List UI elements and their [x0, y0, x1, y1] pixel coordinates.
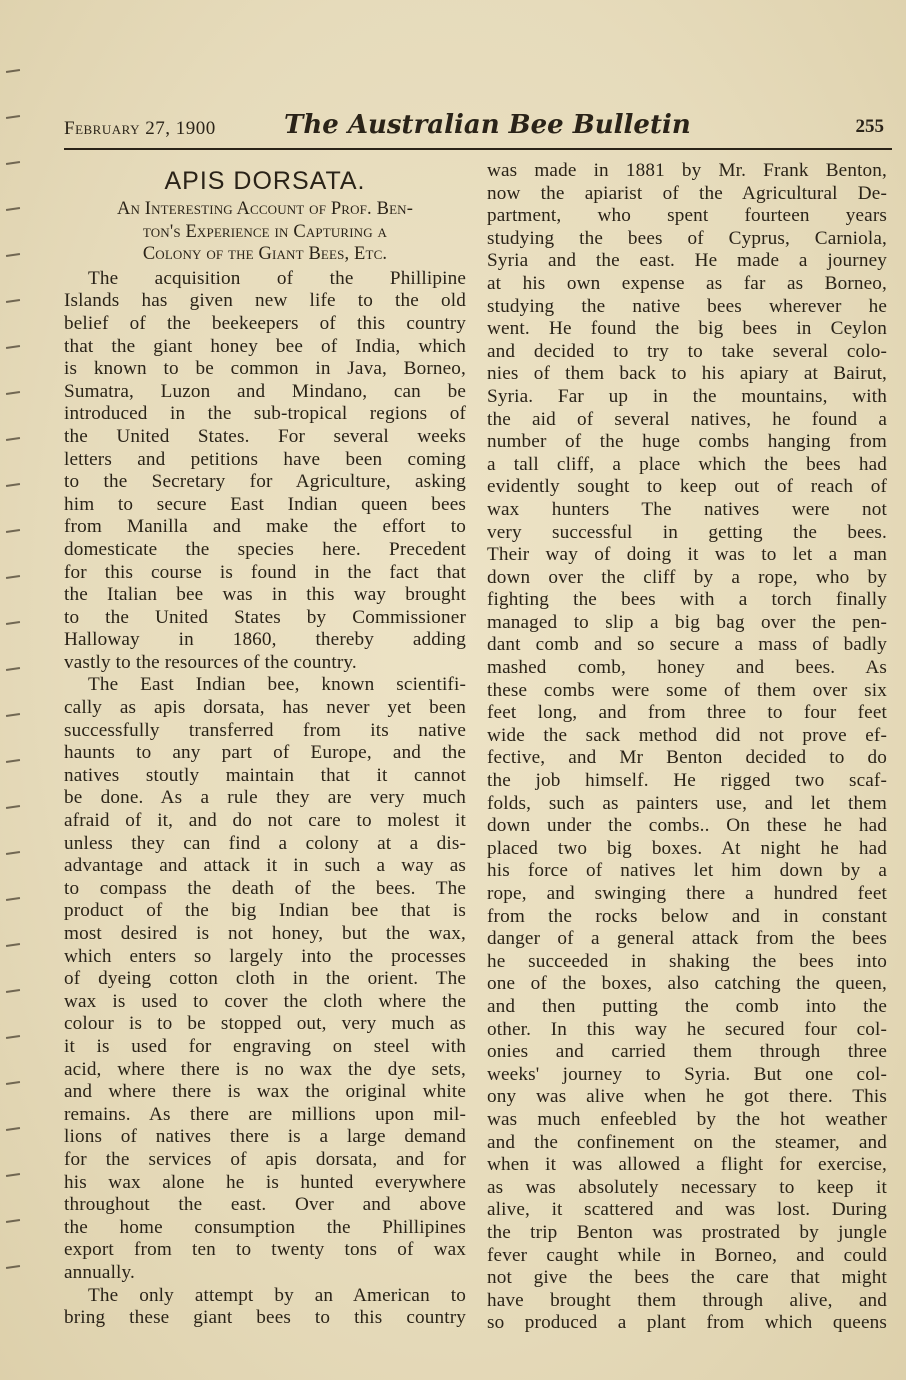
binding-mark [6, 69, 20, 73]
text-line: successfully transferred from its native [64, 719, 466, 741]
text-line: afraid of it, and do not care to molest it [64, 810, 466, 832]
text-line: The only attempt by an American to [88, 1284, 466, 1306]
text-line: wax hunters The natives were not [487, 498, 887, 520]
text-line: and where there is wax the original white [64, 1081, 466, 1103]
text-line: vastly to the resources of the country. [64, 651, 357, 673]
subtitle-line: Colony of the Giant Bees, Etc. [142, 244, 388, 265]
text-line: letters and petitions have been coming [64, 448, 466, 470]
binding-mark [6, 345, 20, 349]
text-line: bring these giant bees to this country [64, 1307, 466, 1329]
text-line: Islands has given new life to the old [64, 290, 466, 312]
text-line: partment, who spent fourteen years [487, 205, 887, 227]
text-line: studying the native bees wherever he [487, 295, 887, 317]
text-line: alive, it scattered and was lost. During [487, 1199, 887, 1221]
text-line: his wax alone he is hunted everywhere [64, 1171, 466, 1193]
right-column [487, 160, 887, 1335]
text-line: natives stoutly maintain that it cannot [64, 764, 466, 786]
text-line: have brought them through alive, and [487, 1289, 887, 1311]
text-line: danger of a general attack from the bees [487, 928, 887, 950]
left-column-body [64, 268, 466, 1330]
text-line: fective, and Mr Benton decided to do [487, 747, 887, 769]
binding-mark [6, 529, 20, 533]
text-line: was made in 1881 by Mr. Frank Benton, [487, 160, 887, 181]
text-line: for this course is found in the fact that [64, 561, 466, 583]
text-line: one of the boxes, also catching the queen, [487, 973, 887, 995]
text-line: colour is to be stopped out, very much as [64, 1013, 466, 1035]
journal-title: The Australian Bee Bulletin [284, 110, 691, 140]
text-line: The acquisition of the Phillipine [88, 267, 466, 289]
text-line: his force of natives let him down by a [487, 860, 887, 882]
text-line: it is used for engraving on steel with [64, 1035, 466, 1057]
text-line: acid, where there is no wax the dye sets, [64, 1058, 466, 1080]
binding-mark [6, 851, 20, 855]
text-line: a tall cliff, a place which the bees had [487, 453, 887, 475]
page-number: 255 [855, 116, 884, 137]
text-line: throughout the east. Over and above [64, 1194, 466, 1216]
text-line: down over the cliff by a rope, who by [487, 566, 887, 588]
right-column-body [487, 160, 887, 1335]
text-line: Sumatra, Luzon and Mindano, can be [64, 380, 466, 402]
text-line: Halloway in 1860, thereby adding [64, 629, 466, 651]
text-line: ony was alive when he got there. This [487, 1086, 887, 1108]
binding-mark [6, 483, 20, 487]
binding-mark [6, 253, 20, 257]
text-line: not give the bees the care that might [487, 1267, 887, 1289]
binding-mark [6, 161, 20, 165]
text-line: the Italian bee was in this way brought [64, 584, 466, 606]
text-line: that the giant honey bee of India, which [64, 335, 466, 357]
text-line: at his own expense as far as Borneo, [487, 272, 887, 294]
text-line: when it was allowed a flight for exercise, [487, 1154, 887, 1176]
text-line: The East Indian bee, known scientifi- [88, 674, 466, 696]
text-line: haunts to any part of Europe, and the [64, 742, 466, 764]
text-line: fever caught while in Borneo, and could [487, 1244, 887, 1266]
text-line: be done. As a rule they are very much [64, 787, 466, 809]
text-line: other. In this way he secured four col- [487, 1018, 887, 1040]
text-line: from Manilla and make the effort to [64, 516, 466, 538]
text-line: rope, and swinging there a hundred feet [487, 883, 887, 904]
left-column [64, 160, 466, 1330]
text-line: feet long, and from three to four feet [487, 702, 887, 724]
text-line: went. He found the big bees in Ceylon [487, 318, 887, 340]
text-line: remains. As there are millions upon mil- [64, 1103, 466, 1125]
binding-mark [6, 391, 20, 395]
text-line: wide the sack method did not prove ef- [487, 724, 887, 746]
binding-mark [6, 1127, 20, 1131]
text-line: annually. [64, 1261, 135, 1283]
subtitle-line: An Interesting Account of Prof. Ben- [116, 199, 414, 219]
binding-mark [6, 713, 20, 717]
article-title: APIS DORSATA. [164, 167, 366, 195]
binding-mark [6, 759, 20, 763]
binding-mark [6, 1265, 20, 1269]
binding-mark [6, 1035, 20, 1039]
text-line: onies and carried them through three [487, 1041, 887, 1063]
text-line: introduced in the sub-tropical regions of [64, 403, 466, 425]
text-line: to compass the death of the bees. The [64, 877, 466, 899]
text-line: was much enfeebled by the hot weather [487, 1108, 887, 1130]
text-line: to the Secretary for Agriculture, asking [64, 471, 466, 493]
text-line: the United States. For several weeks [64, 425, 466, 447]
text-line: nies of them back to his apiary at Bairut, [487, 363, 887, 385]
text-line: unless they can find a colony at a dis- [64, 832, 466, 854]
binding-mark [6, 667, 20, 671]
text-line: the job himself. He rigged two scaf- [487, 770, 887, 792]
binding-mark [6, 207, 20, 211]
binding-mark [6, 1173, 20, 1177]
text-line: to the United States by Commissioner [64, 606, 466, 628]
text-line: Syria and the east. He made a journey [487, 250, 887, 272]
text-line: now the apiarist of the Agricultural De- [487, 182, 887, 204]
binding-mark [6, 575, 20, 579]
text-line: lions of natives there is a large demand [64, 1126, 466, 1148]
text-line: and decided to try to take several colo- [487, 340, 887, 362]
binding-mark [6, 805, 20, 809]
text-line: very successful in getting the bees. [487, 521, 887, 543]
text-line: for the services of apis dorsata, and for [64, 1148, 466, 1170]
text-line: from the rocks below and in constant [487, 905, 887, 927]
binding-mark [6, 115, 20, 119]
subtitle-line: ton's Experience in Capturing a [142, 221, 388, 242]
text-line: wax is used to cover the cloth where the [64, 990, 466, 1012]
text-line: which enters so largely into the processes [64, 945, 466, 967]
text-line: product of the big Indian bee that is [64, 900, 466, 922]
text-line: Their way of doing it was to let a man [487, 544, 887, 566]
binding-mark [6, 299, 20, 303]
text-line: Syria. Far up in the mountains, with [487, 385, 887, 407]
text-line: down under the combs.. On these he had [487, 815, 887, 837]
text-line: dant comb and so secure a mass of badly [487, 634, 887, 656]
text-line: the aid of several natives, he found a [487, 408, 887, 430]
text-line: managed to slip a big bag over the pen- [487, 611, 887, 633]
text-line: evidently sought to keep out of reach of [487, 476, 887, 498]
text-line: as was absolutely necessary to keep it [487, 1176, 887, 1198]
text-line: the trip Benton was prostrated by jungle [487, 1221, 887, 1243]
text-line: mashed comb, honey and bees. As [487, 657, 887, 679]
text-line: export from ten to twenty tons of wax [64, 1239, 466, 1261]
header-date: February 27, 1900 [64, 118, 216, 139]
text-line: folds, such as painters use, and let them [487, 792, 887, 814]
text-line: of dyeing cotton cloth in the orient. The [64, 968, 466, 990]
text-line: and the confinement on the steamer, and [487, 1131, 887, 1153]
text-line: domesticate the species here. Precedent [64, 538, 466, 560]
text-line: he succeeded in shaking the bees into [487, 950, 887, 972]
text-line: is known to be common in Java, Borneo, [64, 358, 466, 380]
text-line: him to secure East Indian queen bees [64, 493, 466, 515]
text-line: most desired is not honey, but the wax, [64, 923, 466, 944]
binding-mark [6, 621, 20, 625]
binding-margin [0, 0, 40, 1380]
binding-mark [6, 437, 20, 441]
text-line: the home consumption the Phillipines [64, 1216, 466, 1238]
running-header [64, 110, 890, 150]
header-rule [64, 148, 892, 150]
text-line: belief of the beekeepers of this country [64, 312, 466, 334]
binding-mark [6, 897, 20, 901]
text-line: weeks' journey to Syria. But one col- [487, 1063, 887, 1085]
binding-mark [6, 989, 20, 993]
binding-mark [6, 1081, 20, 1085]
binding-mark [6, 943, 20, 947]
binding-mark [6, 1219, 20, 1223]
text-line: so produced a plant from which queens [487, 1312, 887, 1334]
text-line: placed two big boxes. At night he had [487, 837, 887, 859]
text-line: and then putting the comb into the [487, 995, 887, 1017]
text-line: these combs were some of them over six [487, 679, 887, 701]
text-line: number of the huge combs hanging from [487, 431, 887, 453]
text-line: cally as apis dorsata, has never yet been [64, 697, 466, 719]
text-line: fighting the bees with a torch finally [487, 589, 887, 611]
text-line: advantage and attack it in such a way as [64, 855, 466, 877]
text-line: studying the bees of Cyprus, Carniola, [487, 227, 887, 249]
